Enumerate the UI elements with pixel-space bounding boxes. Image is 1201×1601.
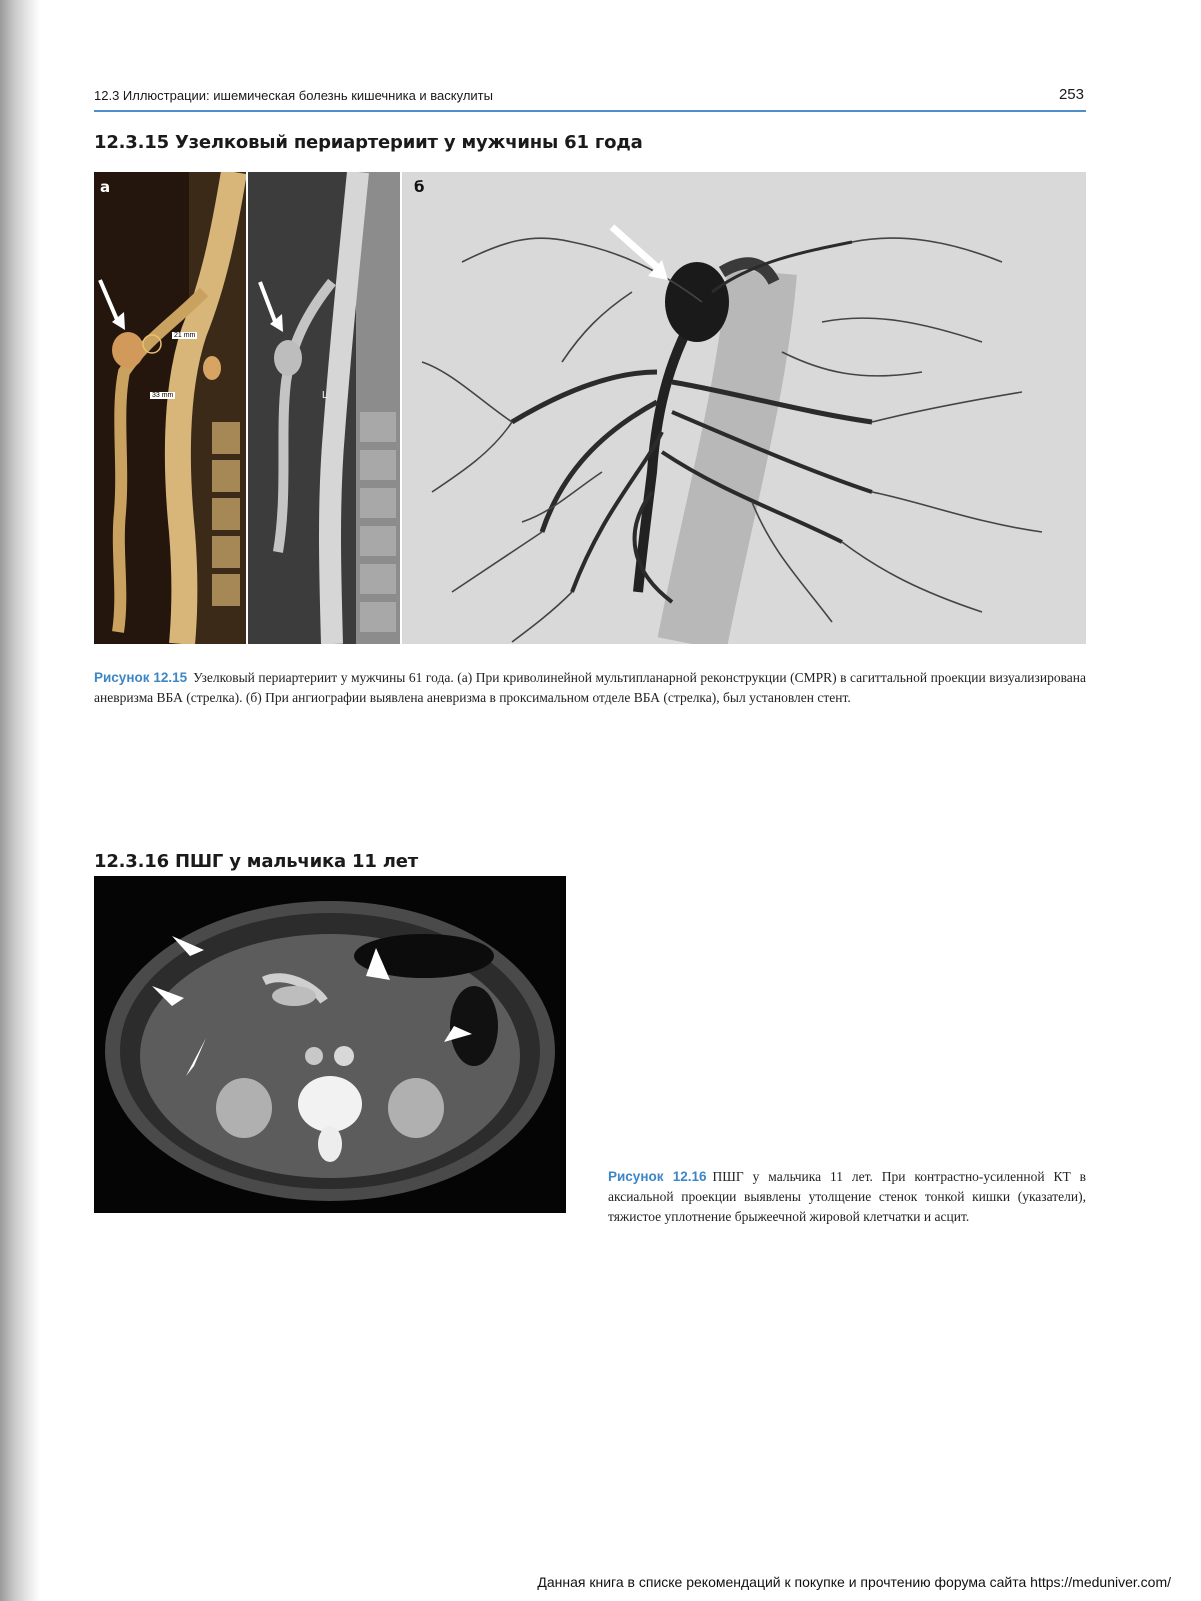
panel-label-a: а <box>100 178 111 196</box>
panel-label-b: б <box>414 178 425 196</box>
figure-12-15-b-angiography <box>402 172 1086 644</box>
page-number: 253 <box>1058 86 1084 103</box>
footer-note: Данная книга в списке рекомендаций к покупке и прочтению форума сайта https://meduniver.com/ <box>537 1574 1171 1590</box>
section-heading-12-3-16: 12.3.16 ПШГ у мальчика 11 лет <box>94 851 418 872</box>
figure-12-16-caption-label: Рисунок 12.16 <box>608 1169 707 1184</box>
figure-12-16-axial-ct <box>94 876 566 1213</box>
measurement-label-1: 21 mm <box>174 332 196 339</box>
side-marker-l-1: L <box>322 390 328 401</box>
figure-12-15-caption <box>94 668 1086 708</box>
figure-12-16-caption <box>608 1167 1086 1227</box>
running-head <box>94 84 1086 112</box>
section-heading-12-3-15: 12.3.15 Узелковый периартериит у мужчины 61 года <box>94 132 643 153</box>
figure-12-15-a-cmpr <box>248 172 400 644</box>
figure-12-16-caption-text: ПШГ у мальчика 11 лет. При контрастно-усиленной КТ в аксиальной проекции выявлены утолщение стенок тонкой кишки (указатели), тяжистое уплотнение брыжеечной жировой клетчатки и асцит. <box>608 1169 1086 1224</box>
page-gutter-shadow <box>0 0 40 1601</box>
measurement-label-2: 33 mm <box>152 392 174 399</box>
figure-12-15-caption-text: Узелковый периартериит у мужчины 61 года. (а) При криволинейной мультипланарной реконструкции (CMPR) в сагиттальной проекции визуализирована аневризма ВБА (стрелка). (б) При ангиографии выявлена аневризма в проксимальном отделе ВБА (стрелка), был установлен стент. <box>94 670 1086 705</box>
figure-12-15-a-volume-rendering <box>94 172 246 644</box>
figure-12-15-caption-label: Рисунок 12.15 <box>94 670 188 685</box>
running-head-section: 12.3 Иллюстрации: ишемическая болезнь кишечника и васкулиты <box>94 88 493 103</box>
